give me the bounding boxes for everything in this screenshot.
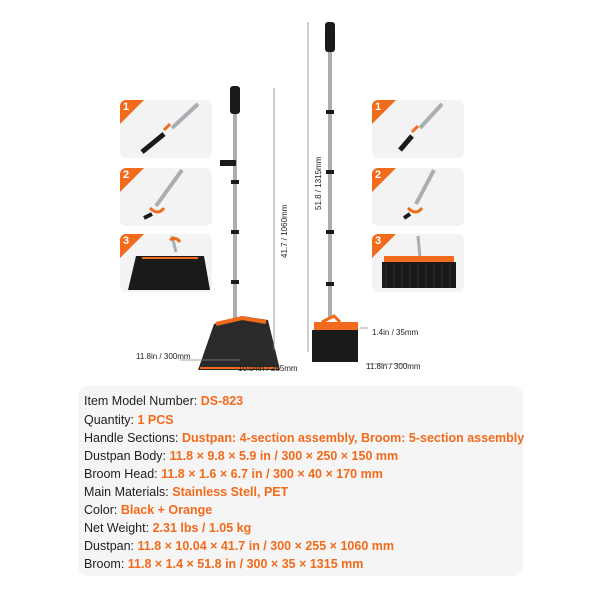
- spec-value: 11.8 × 1.6 × 6.7 in / 300 × 40 × 170 mm: [161, 467, 383, 481]
- spec-row-model: [84, 394, 243, 408]
- spec-row-handle-sections: [84, 431, 524, 445]
- spec-label: Main Materials:: [84, 485, 173, 499]
- dustpan-width-label: 11.8in / 300mm: [136, 352, 191, 361]
- spec-row-dustpan-body: [84, 449, 398, 463]
- spec-row-materials: [84, 485, 288, 499]
- spec-label: Net Weight:: [84, 521, 153, 535]
- spec-row-broom-dims: [84, 557, 363, 571]
- spec-value: 11.8 × 1.4 × 51.8 in / 300 × 35 × 1315 mm: [127, 557, 364, 571]
- spec-label: Broom:: [84, 557, 128, 571]
- spec-value: DS-823: [200, 394, 244, 408]
- spec-label: Quantity:: [84, 413, 138, 427]
- spec-row-quantity: [84, 413, 174, 427]
- spec-row-broom-head: [84, 467, 383, 481]
- spec-value: 11.8 × 9.8 × 5.9 in / 300 × 250 × 150 mm: [169, 449, 399, 463]
- spec-row-dustpan-dims: [84, 539, 394, 553]
- spec-label: Color:: [84, 503, 121, 517]
- spec-value: 11.8 × 10.04 × 41.7 in / 300 × 255 × 1060 mm: [137, 539, 394, 553]
- broom-height-label: 51.8 / 1315mm: [314, 156, 323, 210]
- broom-head-label: 1.4in / 35mm: [372, 328, 419, 337]
- spec-value: 1 PCS: [137, 413, 174, 427]
- spec-label: Handle Sections:: [84, 431, 182, 445]
- spec-row-weight: [84, 521, 251, 535]
- spec-label: Dustpan:: [84, 539, 138, 553]
- spec-label: Broom Head:: [84, 467, 162, 481]
- spec-row-color: [84, 503, 212, 517]
- step-number: 1: [123, 101, 130, 113]
- dustpan-height-label: 41.7 / 1060mm: [280, 204, 289, 258]
- spec-value: Stainless Stell, PET: [172, 485, 289, 499]
- spec-value: 2.31 lbs / 1.05 kg: [152, 521, 252, 535]
- spec-label: Item Model Number:: [84, 394, 201, 408]
- step-number: 1: [375, 101, 382, 113]
- spec-label: Dustpan Body:: [84, 449, 170, 463]
- dustpan-depth-label: 10.04in / 255mm: [238, 364, 298, 373]
- spec-value: Dustpan: 4-section assembly, Broom: 5-section assembly: [181, 431, 525, 445]
- step-number: 3: [123, 235, 130, 247]
- step-number: 2: [123, 169, 130, 181]
- broom-width-label: 11.8in / 300mm: [366, 362, 421, 371]
- spec-value: Black + Orange: [120, 503, 213, 517]
- step-number: 2: [375, 169, 382, 181]
- step-number: 3: [375, 235, 382, 247]
